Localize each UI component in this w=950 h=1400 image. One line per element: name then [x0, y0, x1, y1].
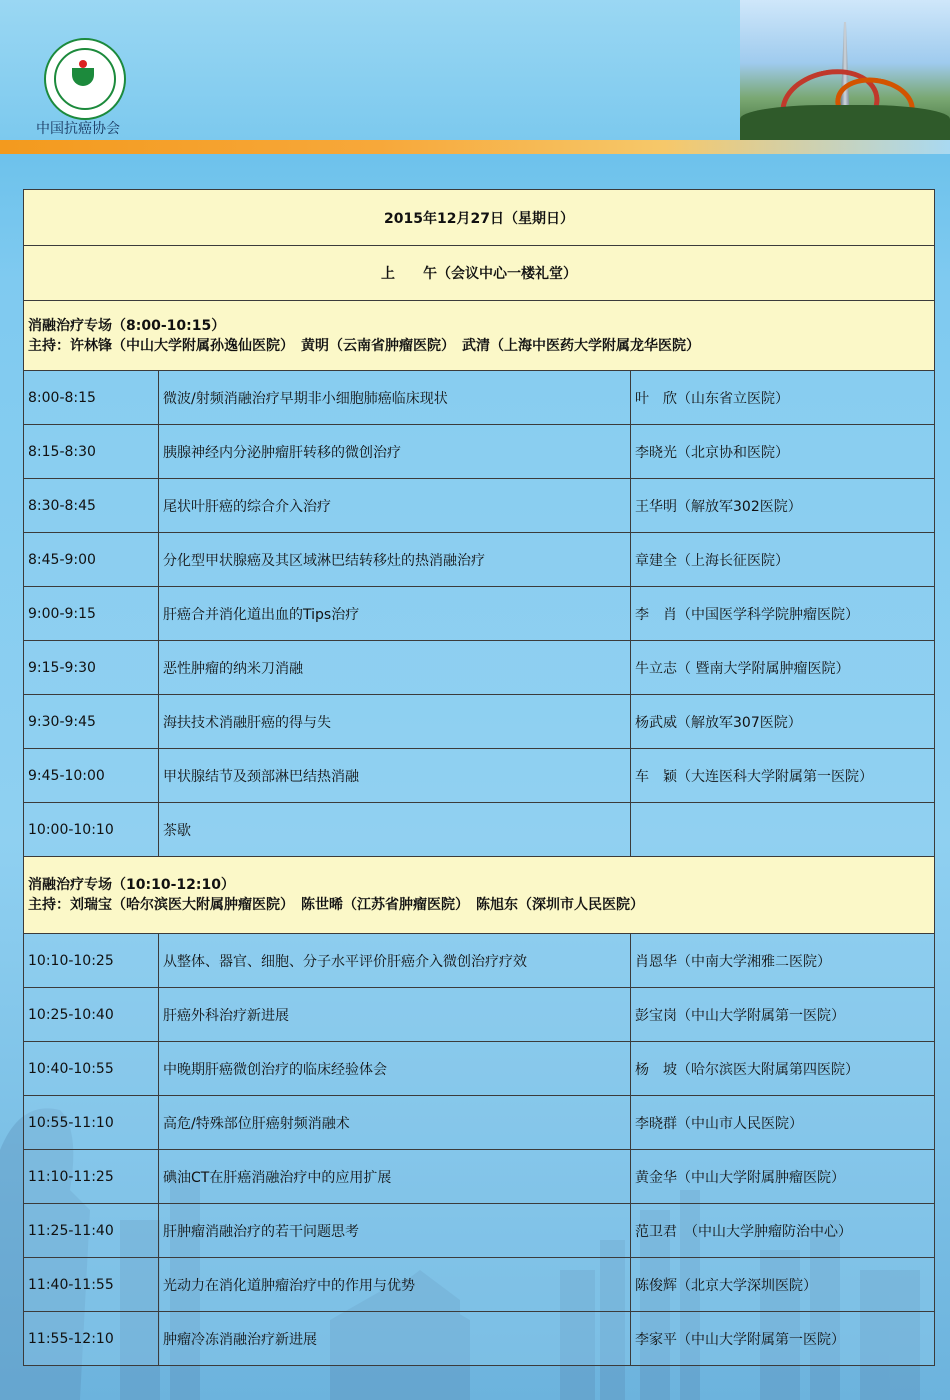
header-photo [740, 0, 950, 140]
table-row [24, 641, 935, 695]
topic-cell: 茶歇 [159, 803, 631, 857]
time-cell: 11:10-11:25 [24, 1150, 159, 1204]
table-row [24, 1150, 935, 1204]
topic-cell: 海扶技术消融肝癌的得与失 [159, 695, 631, 749]
time-cell: 8:45-9:00 [24, 533, 159, 587]
time-cell: 10:25-10:40 [24, 988, 159, 1042]
speaker-cell: 黄金华（中山大学附属肿瘤医院） [631, 1150, 935, 1204]
table-row [24, 1258, 935, 1312]
topic-cell: 中晚期肝癌微创治疗的临床经验体会 [159, 1042, 631, 1096]
table-row [24, 934, 935, 988]
table-row [24, 988, 935, 1042]
time-cell: 9:45-10:00 [24, 749, 159, 803]
session-header-row [24, 857, 935, 934]
topic-cell: 肝癌外科治疗新进展 [159, 988, 631, 1042]
time-cell: 9:30-9:45 [24, 695, 159, 749]
topic-cell: 尾状叶肝癌的综合介入治疗 [159, 479, 631, 533]
topic-cell: 分化型甲状腺癌及其区域淋巴结转移灶的热消融治疗 [159, 533, 631, 587]
schedule-period: 上 午（会议中心一楼礼堂） [24, 246, 935, 301]
speaker-cell [631, 803, 935, 857]
session-hosts: 主持：许林锋（中山大学附属孙逸仙医院） 黄明（云南省肿瘤医院） 武清（上海中医药大学附属龙华医院） [28, 337, 700, 354]
header-band [0, 140, 950, 154]
table-row [24, 1042, 935, 1096]
session-hosts: 主持：刘瑞宝（哈尔滨医大附属肿瘤医院） 陈世晞（江苏省肿瘤医院） 陈旭东（深圳市人民医院） [28, 897, 644, 913]
time-cell: 10:00-10:10 [24, 803, 159, 857]
table-row [24, 425, 935, 479]
time-cell: 11:55-12:10 [24, 1312, 159, 1366]
table-row [24, 371, 935, 425]
schedule-table [23, 189, 935, 1366]
table-row [24, 479, 935, 533]
session-title: 消融治疗专场（10:10-12:10） [28, 877, 235, 893]
time-cell: 10:10-10:25 [24, 934, 159, 988]
table-row [24, 1096, 935, 1150]
speaker-cell: 李晓光（北京协和医院） [631, 425, 935, 479]
topic-cell: 肝癌合并消化道出血的Tips治疗 [159, 587, 631, 641]
speaker-cell: 肖恩华（中南大学湘雅二医院） [631, 934, 935, 988]
speaker-cell: 王华明（解放军302医院） [631, 479, 935, 533]
time-cell: 9:15-9:30 [24, 641, 159, 695]
time-cell: 9:00-9:15 [24, 587, 159, 641]
time-cell: 8:30-8:45 [24, 479, 159, 533]
table-row [24, 749, 935, 803]
speaker-cell: 李 肖（中国医学科学院肿瘤医院） [631, 587, 935, 641]
time-cell: 11:25-11:40 [24, 1204, 159, 1258]
session-header-row [24, 301, 935, 371]
table-row [24, 587, 935, 641]
time-cell: 11:40-11:55 [24, 1258, 159, 1312]
topic-cell: 碘油CT在肝癌消融治疗中的应用扩展 [159, 1150, 631, 1204]
table-row [24, 695, 935, 749]
speaker-cell: 叶 欣（山东省立医院） [631, 371, 935, 425]
speaker-cell: 杨武威（解放军307医院） [631, 695, 935, 749]
association-logo [44, 38, 126, 120]
table-row [24, 1204, 935, 1258]
time-cell: 10:40-10:55 [24, 1042, 159, 1096]
speaker-cell: 牛立志（ 暨南大学附属肿瘤医院） [631, 641, 935, 695]
time-cell: 8:00-8:15 [24, 371, 159, 425]
topic-cell: 肝肿瘤消融治疗的若干问题思考 [159, 1204, 631, 1258]
topic-cell: 肿瘤冷冻消融治疗新进展 [159, 1312, 631, 1366]
speaker-cell: 杨 坡（哈尔滨医大附属第四医院） [631, 1042, 935, 1096]
org-name: 中国抗癌协会 [36, 121, 120, 137]
speaker-cell: 范卫君 （中山大学肿瘤防治中心） [631, 1204, 935, 1258]
speaker-cell: 彭宝岗（中山大学附属第一医院） [631, 988, 935, 1042]
topic-cell: 甲状腺结节及颈部淋巴结热消融 [159, 749, 631, 803]
topic-cell: 光动力在消化道肿瘤治疗中的作用与优势 [159, 1258, 631, 1312]
speaker-cell: 章建全（上海长征医院） [631, 533, 935, 587]
period-row [24, 246, 935, 301]
schedule-date: 2015年12月27日（星期日） [24, 190, 935, 246]
time-cell: 8:15-8:30 [24, 425, 159, 479]
speaker-cell: 车 颖（大连医科大学附属第一医院） [631, 749, 935, 803]
speaker-cell: 李家平（中山大学附属第一医院） [631, 1312, 935, 1366]
table-row [24, 803, 935, 857]
date-row [24, 190, 935, 246]
table-row [24, 1312, 935, 1366]
topic-cell: 恶性肿瘤的纳米刀消融 [159, 641, 631, 695]
speaker-cell: 李晓群（中山市人民医院） [631, 1096, 935, 1150]
header [0, 0, 950, 140]
topic-cell: 微波/射频消融治疗早期非小细胞肺癌临床现状 [159, 371, 631, 425]
session-title: 消融治疗专场（8:00-10:15） [28, 317, 226, 334]
topic-cell: 胰腺神经内分泌肿瘤肝转移的微创治疗 [159, 425, 631, 479]
topic-cell: 从整体、器官、细胞、分子水平评价肝癌介入微创治疗疗效 [159, 934, 631, 988]
time-cell: 10:55-11:10 [24, 1096, 159, 1150]
speaker-cell: 陈俊辉（北京大学深圳医院） [631, 1258, 935, 1312]
table-row [24, 533, 935, 587]
topic-cell: 高危/特殊部位肝癌射频消融术 [159, 1096, 631, 1150]
